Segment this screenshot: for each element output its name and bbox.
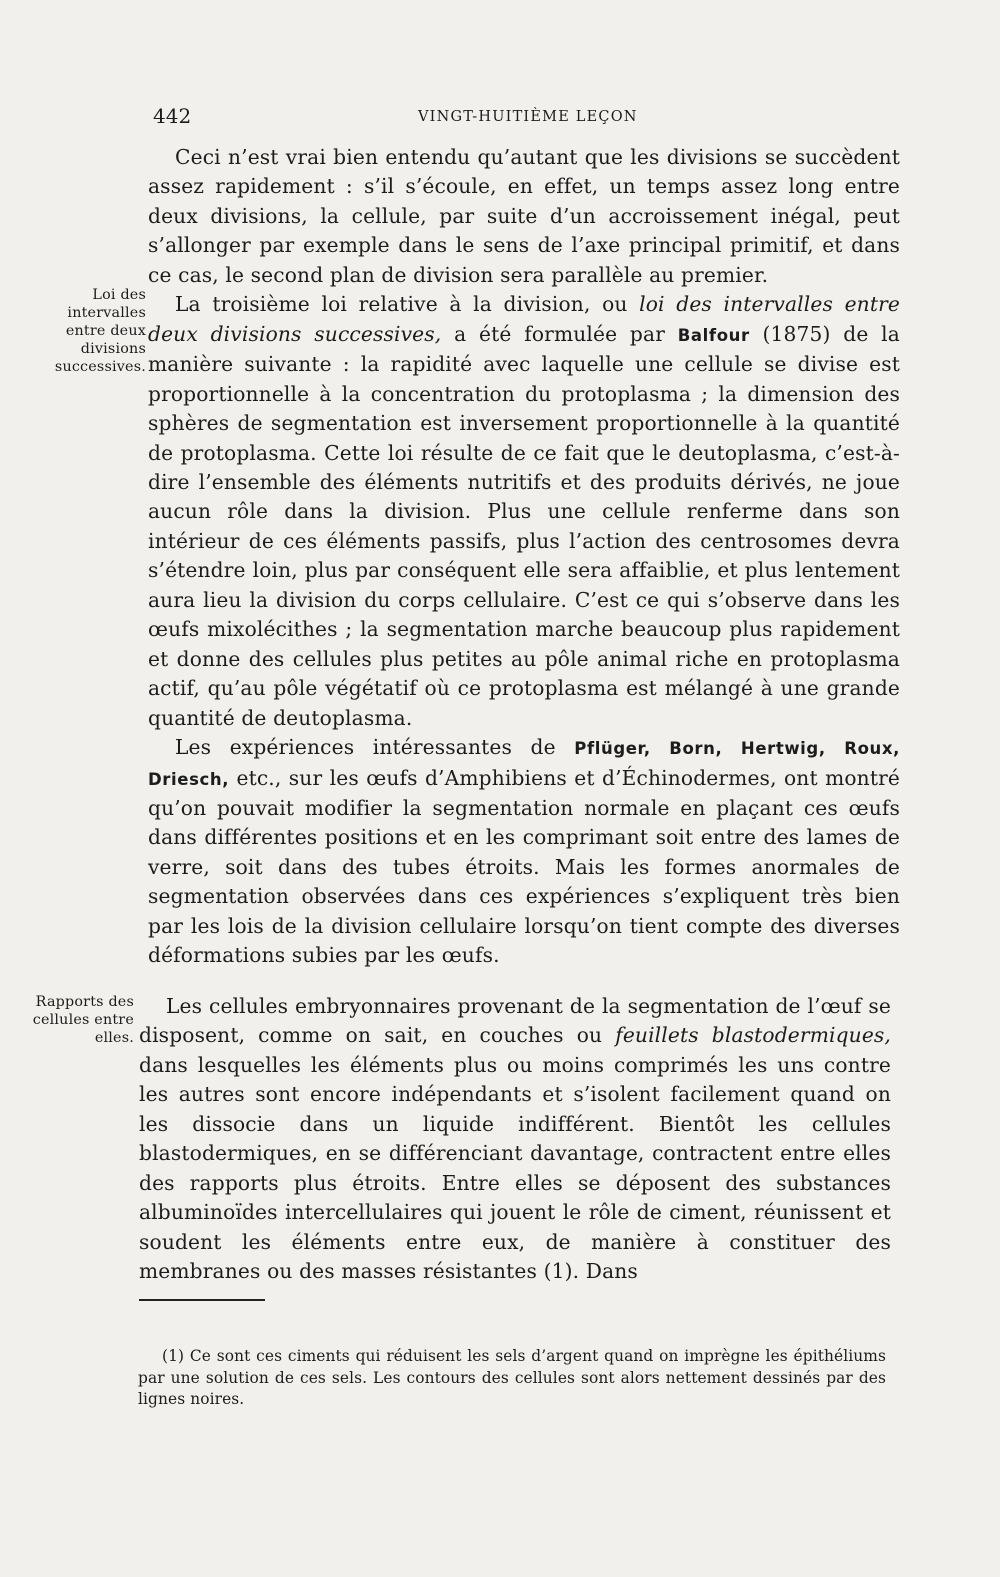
- paragraph-succession: Ceci n’est vrai bien entendu qu’autant que les divisions se succèdent assez rapidement : s’il s’écoule, en effet, un temps assez long entre deux divisions, la cellule, par suite d’un accroissement inégal, peut s’allonger par exemple dans le sens de l’axe principal primitif, et dans ce cas, le second plan de division sera parallèle au premier.: [148, 145, 900, 287]
- text-run: dans lesquelles les éléments plus ou moins comprimés les uns contre les autres sont encore indépendants et s’isolent facilement quand on les dissocie dans un liquide indifférent. Bientôt les cellules blastodermiques, en se différenciant davantage, contractent entre elles des rapports plus étroits. Entre elles se déposent des substances albuminoïdes intercellulaires qui jouent le rôle de ciment, réunissent et soudent les éléments entre eux, de manière à constituer des membranes ou des masses résistantes (1). Dans: [139, 1052, 891, 1284]
- margin-note-rapports: [18, 993, 134, 1047]
- text-run: (1875) de la manière suivante : la rapidité avec laquelle une cellule se divise est proportionnelle à la concentration du protoplasma ; la dimension des sphères de segmentation est inversement proportionnelle à la quantité de protoplasma. Cette loi résulte de ce fait que le deutoplasma, c’est-à-dire l’ensemble des éléments nutritifs et des produits dérivés, ne joue aucun rôle dans la division. Plus une cellule renferme dans son intérieur de ces éléments passifs, plus l’action des centrosomes devra s’étendre loin, plus par conséquent elle sera affaiblie, et plus lentement aura lieu la division du corps cellulaire. C’est ce qui s’observe dans les œufs mixolécithes ; la segmentation marche beaucoup plus rapidement et donne des cellules plus petites au pôle animal riche en protoplasma actif, qu’au pôle végétatif où ce protoplasma est mélangé à une grande quantité de deutoplasma.: [148, 321, 900, 730]
- main-text-lower: [139, 992, 891, 1287]
- author-name: Born,: [669, 739, 723, 759]
- margin-note-line: elles.: [94, 1030, 134, 1046]
- margin-note-intervals: Loi des intervalles entre deux divisions successives.: [54, 287, 146, 375]
- paragraph-experiments: [148, 733, 900, 971]
- text-run: etc., sur les œufs d’Amphibiens et d’Échinodermes, ont montré qu’on pouvait modifier la segmentation normale en plaçant ces œufs dans différentes positions et en les comprimant soit entre des lames de verre, soit dans des tubes étroits. Mais les formes anormales de segmentation observées dans ces expériences s’expliquent très bien par les lois de la division cellulaire lorsqu’on tient compte des diverses déformations subies par les œufs.: [148, 765, 900, 968]
- italic-term: loi des intervalles entre deux divisions successives,: [148, 292, 900, 346]
- main-text-upper: [148, 143, 900, 971]
- italic-term: feuillets blastodermiques,: [615, 1023, 891, 1048]
- text-run: Les expériences intéressantes de: [175, 735, 575, 760]
- paragraph-third-law: [148, 290, 900, 733]
- paragraph-embryonic-cells: [139, 992, 891, 1287]
- author-name: Hertwig,: [740, 739, 826, 759]
- text-run: a été formulée par: [441, 321, 678, 346]
- text-run: Les cellules embryonnaires provenant de la segmentation de l’œuf se disposent, comme on sait, en couches ou: [139, 994, 891, 1048]
- text-run: La troisième loi relative à la division, ou: [175, 292, 640, 317]
- running-header: [150, 104, 900, 134]
- author-name: Roux,: [844, 739, 900, 759]
- footnote-text: (1) Ce sont ces ciments qui réduisent les sels d’argent quand on imprègne les épithéliums par une solution de ces sels. Les contours des cellules sont alors nettement dessinés par des lignes noires.: [138, 1347, 886, 1408]
- page-number: 442: [153, 104, 192, 128]
- author-name: Balfour: [677, 325, 750, 345]
- author-name: Pflüger,: [574, 739, 651, 759]
- author-name: Driesch,: [148, 769, 230, 789]
- chapter-title: VINGT-HUITIÈME LEÇON: [418, 109, 638, 125]
- margin-note-line: cellules entre: [32, 1012, 134, 1028]
- footnote: [138, 1346, 886, 1411]
- margin-note-line: Rapports des: [35, 994, 134, 1010]
- footnote-divider: [139, 1299, 265, 1301]
